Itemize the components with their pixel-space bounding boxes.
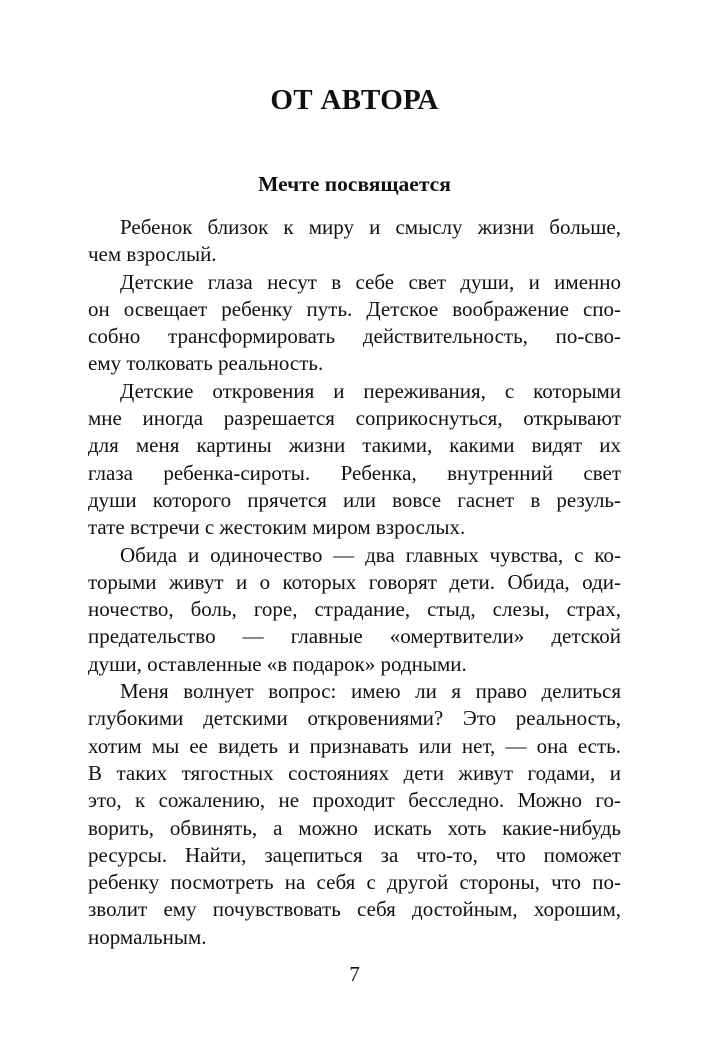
text-line: души которого прячется или вовсе гаснет в резуль- xyxy=(88,487,621,512)
text-line: чем взрослый. xyxy=(88,242,217,267)
text-line: Ребенок близок к миру и смыслу жизни больше, xyxy=(120,215,621,239)
text-line: ресурсы. Найти, зацепиться за что-то, что поможет xyxy=(88,842,621,867)
text-line: В таких тягостных состояниях дети живут годами, и xyxy=(88,760,621,785)
text-line: Детские глаза несут в себе свет души, и именно xyxy=(120,269,621,294)
body-text xyxy=(88,214,621,951)
text-line: ворить, обвинять, а можно искать хоть какие-нибудь xyxy=(88,815,621,840)
text-line: ему толковать реальность. xyxy=(88,351,324,376)
text-line: предательство — главные «омертвители» детской xyxy=(88,624,621,649)
paragraph xyxy=(88,269,621,378)
paragraph xyxy=(88,214,621,269)
text-line: мне иногда разрешается соприкоснуться, открывают xyxy=(88,406,621,431)
text-line: хотим мы ее видеть и признавать или нет, — она есть. xyxy=(88,733,621,758)
text-line: нормальным. xyxy=(88,924,207,949)
text-line: глубокими детскими откровениями? Это реальность, xyxy=(88,706,621,731)
paragraph xyxy=(88,542,621,678)
text-line: ребенку посмотреть на себя с другой стороны, что по- xyxy=(88,870,621,895)
text-line: Детские откровения и переживания, с которыми xyxy=(120,378,621,403)
text-line: Меня волнует вопрос: имею ли я право делиться xyxy=(120,679,621,704)
paragraph xyxy=(88,678,621,951)
text-line: он освещает ребенку путь. Детское воображение спо- xyxy=(88,296,621,321)
text-line: ночество, боль, горе, страдание, стыд, слезы, страх, xyxy=(88,597,621,622)
text-line: тате встречи с жестоким миром взрослых. xyxy=(88,515,466,540)
text-line: Обида и одиночество — два главных чувства, с ко- xyxy=(120,542,621,567)
text-line: души, оставленные «в подарок» родными. xyxy=(88,651,467,676)
text-line: собно трансформировать действительность, по-сво- xyxy=(88,324,621,349)
book-page xyxy=(88,0,621,1063)
text-line: зволит ему почувствовать себя достойным, хорошим, xyxy=(88,897,621,922)
text-line: для меня картины жизни такими, какими видят их xyxy=(88,433,621,458)
text-line: глаза ребенка-сироты. Ребенка, внутренний свет xyxy=(88,460,621,485)
page-number: 7 xyxy=(349,962,360,986)
paragraph xyxy=(88,378,621,542)
chapter-title: ОТ АВТОРА xyxy=(270,84,439,116)
text-line: торыми живут и о которых говорят дети. Обида, оди- xyxy=(88,569,621,594)
text-line: это, к сожалению, не проходит бесследно. Можно го- xyxy=(88,788,621,813)
dedication-subtitle: Мечте посвящается xyxy=(258,172,451,196)
